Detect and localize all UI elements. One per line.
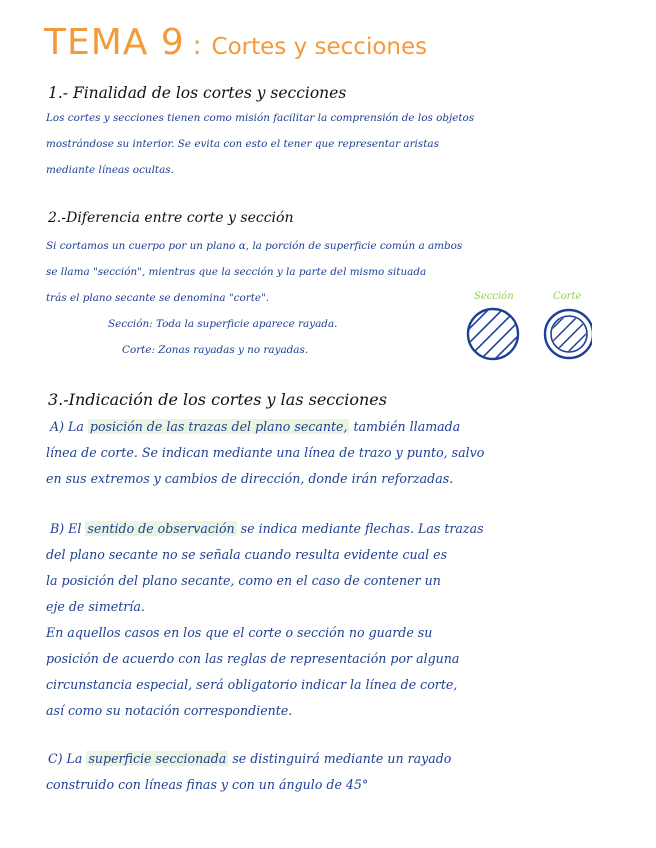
title-subtitle: Cortes y secciones — [211, 34, 428, 60]
def-seccion: Sección: Toda la superficie aparece rayada. — [108, 318, 338, 330]
s1-line-1: Los cortes y secciones tienen como misión facilitar la comprensión de los objetos — [46, 112, 475, 124]
section-2-heading: 2.-Diferencia entre corte y sección — [48, 210, 294, 226]
section-3-heading: 3.-Indicación de los cortes y las secciones — [48, 390, 387, 409]
s3a-highlight: posición de las trazas del plano secante, — [89, 419, 348, 434]
s3c-line-2: construido con líneas finas y con un ángulo de 45° — [46, 777, 369, 792]
s3b-line-3: la posición del plano secante, como en el caso de contener un — [46, 573, 441, 588]
s3a-post: también llamada — [349, 419, 461, 434]
s3b-post: se indica mediante flechas. Las trazas — [236, 521, 484, 536]
s3a-line-3: en sus extremos y cambios de dirección, donde irán reforzadas. — [46, 471, 454, 486]
s2-line-3: trás el plano secante se denomina "corte". — [46, 292, 270, 304]
s3c-line-1 — [48, 751, 451, 766]
page-title — [44, 22, 427, 63]
s3c-post: se distinguirá mediante un rayado — [228, 751, 452, 766]
s3b-line-5: En aquellos casos en los que el corte o sección no guarde su — [46, 625, 433, 640]
seccion-hatched-circle — [462, 306, 562, 366]
s3c-pre: C) La — [48, 751, 87, 766]
s3b-line-2: del plano secante no se señala cuando resulta evidente cual es — [46, 547, 448, 562]
s3c-highlight: superficie seccionada — [88, 751, 227, 766]
title-main: TEMA 9 — [44, 22, 185, 63]
s3a-line-1 — [50, 419, 460, 434]
corte-hatched-circle — [540, 306, 592, 366]
s1-line-3: mediante líneas ocultas. — [46, 164, 174, 176]
s3a-pre: A) La — [50, 419, 88, 434]
s3a-line-2: línea de corte. Se indican mediante una línea de trazo y punto, salvo — [46, 445, 485, 460]
s3b-highlight: sentido de observación — [87, 521, 235, 536]
s2-line-1: Si cortamos un cuerpo por un plano α, la porción de superficie común a ambos — [46, 240, 463, 252]
label-seccion: Sección — [474, 291, 514, 302]
title-colon: : — [192, 31, 202, 61]
s3b-line-7: circunstancia especial, será obligatorio indicar la línea de corte, — [46, 677, 458, 692]
section-diagrams — [462, 306, 592, 366]
def-corte: Corte: Zonas rayadas y no rayadas. — [122, 344, 309, 356]
s2-line-2: se llama "sección", mientras que la sección y la parte del mismo situada — [46, 266, 427, 278]
section-1-heading: 1.- Finalidad de los cortes y secciones — [48, 84, 347, 102]
s3b-line-8: así como su notación correspondiente. — [46, 703, 293, 718]
s1-line-2: mostrándose su interior. Se evita con esto el tener que representar aristas — [46, 138, 439, 150]
s3b-line-4: eje de simetría. — [46, 599, 145, 614]
s3b-line-6: posición de acuerdo con las reglas de representación por alguna — [46, 651, 460, 666]
label-corte: Corte — [553, 291, 582, 302]
s3b-line-1 — [50, 521, 484, 536]
s3b-pre: B) El — [50, 521, 86, 536]
